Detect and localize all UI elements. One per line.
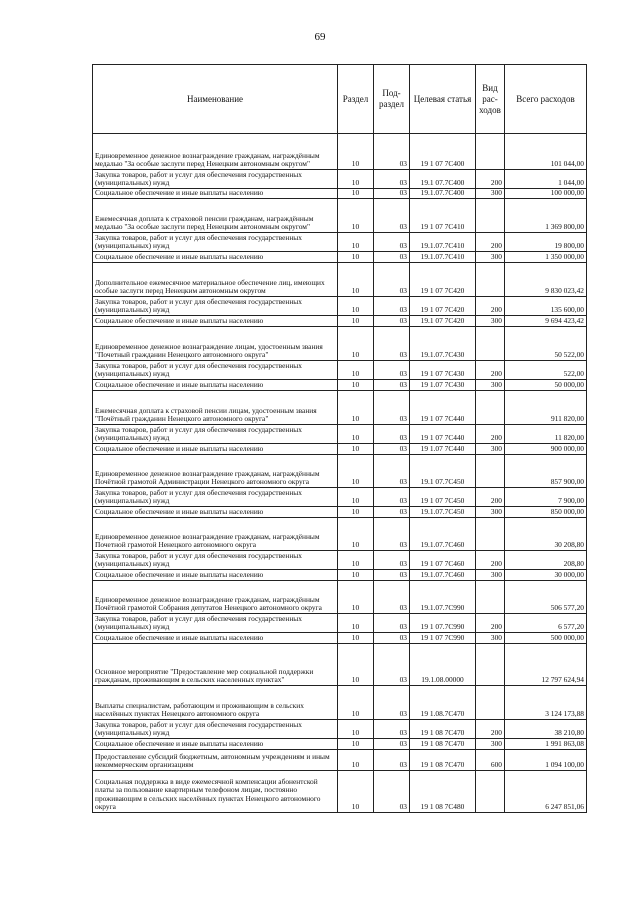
cell-amount: 50 000,00 <box>505 380 587 391</box>
cell-expense-type <box>476 518 505 551</box>
table-row <box>93 570 587 581</box>
cell-section: 10 <box>338 720 374 739</box>
cell-expense-type <box>476 327 505 361</box>
cell-section: 10 <box>338 551 374 570</box>
cell-name: Дополнительное ежемесячное материальное обеспечение лиц, имеющих особые заслуги перед Ненецким автономным округом <box>93 263 338 297</box>
cell-section: 10 <box>338 361 374 380</box>
cell-target: 19.1.08.00000 <box>410 644 476 686</box>
cell-target: 19 1 08 7С470 <box>410 750 476 771</box>
cell-amount: 101 044,00 <box>505 134 587 170</box>
cell-target: 19 1 07 7С450 <box>410 488 476 507</box>
cell-name: Социальное обеспечение и иные выплаты населению <box>93 739 338 750</box>
cell-section: 10 <box>338 134 374 170</box>
cell-expense-type: 200 <box>476 614 505 633</box>
cell-name: Ежемесячная доплата к страховой пенсии лицам, удостоенным звания "Почётный гражданин Ненецкого автономного округа" <box>93 391 338 425</box>
cell-subsection: 03 <box>374 739 410 750</box>
cell-section: 10 <box>338 518 374 551</box>
cell-expense-type <box>476 391 505 425</box>
cell-name: Социальное обеспечение и иные выплаты населению <box>93 380 338 391</box>
cell-target: 19 1 07 7С420 <box>410 263 476 297</box>
cell-amount: 1 044,00 <box>505 170 587 189</box>
cell-expense-type <box>476 581 505 614</box>
cell-section: 10 <box>338 380 374 391</box>
cell-subsection: 03 <box>374 252 410 263</box>
table-row <box>93 233 587 252</box>
cell-expense-type: 300 <box>476 570 505 581</box>
cell-target: 19 1 07 7С440 <box>410 391 476 425</box>
cell-expense-type: 200 <box>476 297 505 316</box>
cell-amount: 1 991 863,08 <box>505 739 587 750</box>
cell-name: Закупка товаров, работ и услуг для обеспечения государственных (муниципальных) нужд <box>93 720 338 739</box>
cell-amount: 6 247 851,06 <box>505 771 587 813</box>
cell-section: 10 <box>338 189 374 199</box>
cell-expense-type <box>476 199 505 233</box>
cell-subsection: 03 <box>374 551 410 570</box>
cell-subsection: 03 <box>374 134 410 170</box>
cell-subsection: 03 <box>374 189 410 199</box>
cell-section: 10 <box>338 170 374 189</box>
cell-subsection: 03 <box>374 507 410 518</box>
cell-target: 19 1 07 7С440 <box>410 425 476 444</box>
cell-name: Единовременное денежное вознаграждение гражданам, награждённым медалью "За особые заслуги перед Ненецким автономным округом" <box>93 134 338 170</box>
cell-target: 19.1.07.7С450 <box>410 507 476 518</box>
cell-expense-type <box>476 455 505 488</box>
header-name: Наименование <box>93 65 338 134</box>
cell-target: 19 1 07 7С430 <box>410 361 476 380</box>
cell-expense-type: 300 <box>476 633 505 644</box>
cell-subsection: 03 <box>374 391 410 425</box>
cell-amount: 30 000,00 <box>505 570 587 581</box>
cell-target: 19 1 07 7С400 <box>410 134 476 170</box>
header-section: Раздел <box>338 65 374 134</box>
cell-amount: 135 600,00 <box>505 297 587 316</box>
cell-subsection: 03 <box>374 581 410 614</box>
cell-section: 10 <box>338 488 374 507</box>
table-row <box>93 316 587 327</box>
cell-target: 19 1.07 7С440 <box>410 444 476 455</box>
cell-section: 10 <box>338 263 374 297</box>
cell-amount: 857 900,00 <box>505 455 587 488</box>
table-row <box>93 720 587 739</box>
cell-expense-type: 300 <box>476 444 505 455</box>
cell-amount: 850 000,00 <box>505 507 587 518</box>
table-row <box>93 644 587 686</box>
cell-amount: 1 350 000,00 <box>505 252 587 263</box>
cell-expense-type: 300 <box>476 380 505 391</box>
cell-section: 10 <box>338 425 374 444</box>
cell-name: Единовременное денежное вознаграждение гражданам, награждённым Почетной грамотой Ненецкого автономного округа <box>93 518 338 551</box>
cell-section: 10 <box>338 233 374 252</box>
table-row <box>93 750 587 771</box>
cell-target: 19 1.07 7С430 <box>410 380 476 391</box>
cell-target: 19.1.07.7С460 <box>410 518 476 551</box>
cell-subsection: 03 <box>374 570 410 581</box>
cell-target: 19.1.07.7С430 <box>410 327 476 361</box>
cell-target: 19 1 07.7С990 <box>410 614 476 633</box>
cell-expense-type: 200 <box>476 551 505 570</box>
cell-target: 19.1 07.7С450 <box>410 455 476 488</box>
cell-section: 10 <box>338 771 374 813</box>
cell-subsection: 03 <box>374 444 410 455</box>
cell-amount: 12 797 624,94 <box>505 644 587 686</box>
cell-section: 10 <box>338 581 374 614</box>
cell-target: 19 1 08 7С470 <box>410 739 476 750</box>
cell-subsection: 03 <box>374 488 410 507</box>
cell-name: Социальное обеспечение и иные выплаты населению <box>93 570 338 581</box>
cell-target: 19.1.07.7С410 <box>410 233 476 252</box>
cell-name: Закупка товаров, работ и услуг для обеспечения государственных (муниципальных) нужд <box>93 614 338 633</box>
cell-expense-type: 300 <box>476 507 505 518</box>
cell-section: 10 <box>338 316 374 327</box>
cell-target: 19 1 08 7С470 <box>410 720 476 739</box>
header-total: Всего расходов <box>505 65 587 134</box>
cell-amount: 506 577,20 <box>505 581 587 614</box>
cell-amount: 900 000,00 <box>505 444 587 455</box>
cell-amount: 911 820,00 <box>505 391 587 425</box>
header-subsection: Под-раздел <box>374 65 410 134</box>
cell-amount: 1 094 100,00 <box>505 750 587 771</box>
cell-name: Социальное обеспечение и иные выплаты населению <box>93 252 338 263</box>
cell-name: Социальное обеспечение и иные выплаты населению <box>93 633 338 644</box>
cell-expense-type: 200 <box>476 488 505 507</box>
cell-name: Закупка товаров, работ и услуг для обеспечения государственных (муниципальных) нужд <box>93 233 338 252</box>
cell-section: 10 <box>338 391 374 425</box>
cell-subsection: 03 <box>374 316 410 327</box>
cell-name: Единовременное денежное вознаграждение гражданам, награждённым Почётной грамотой Собрания депутатов Ненецкого автономного округа <box>93 581 338 614</box>
cell-target: 19.1.07.7С460 <box>410 570 476 581</box>
cell-name: Социальное обеспечение и иные выплаты населению <box>93 189 338 199</box>
table-row <box>93 252 587 263</box>
cell-amount: 500 000,00 <box>505 633 587 644</box>
cell-amount: 100 000,00 <box>505 189 587 199</box>
cell-section: 10 <box>338 644 374 686</box>
cell-target: 19 1 07 7С460 <box>410 551 476 570</box>
cell-name: Закупка товаров, работ и услуг для обеспечения государственных (муниципальных) нужд <box>93 488 338 507</box>
cell-target: 19 1 07 7С420 <box>410 297 476 316</box>
cell-section: 10 <box>338 455 374 488</box>
cell-section: 10 <box>338 252 374 263</box>
header-expense-type: Вид рас-ходов <box>476 65 505 134</box>
cell-expense-type <box>476 686 505 720</box>
cell-expense-type: 300 <box>476 252 505 263</box>
cell-subsection: 03 <box>374 170 410 189</box>
table-row <box>93 327 587 361</box>
cell-section: 10 <box>338 199 374 233</box>
cell-name: Закупка товаров, работ и услуг для обеспечения государственных (муниципальных) нужд <box>93 425 338 444</box>
cell-expense-type <box>476 644 505 686</box>
cell-section: 10 <box>338 750 374 771</box>
table-row <box>93 518 587 551</box>
cell-subsection: 03 <box>374 233 410 252</box>
cell-amount: 9 694 423,42 <box>505 316 587 327</box>
cell-name: Единовременное денежное вознаграждение гражданам, награждённым Почётной грамотой Администрации Ненецкого автономного округа <box>93 455 338 488</box>
cell-expense-type <box>476 134 505 170</box>
cell-subsection: 03 <box>374 263 410 297</box>
cell-name: Закупка товаров, работ и услуг для обеспечения государственных (муниципальных) нужд <box>93 361 338 380</box>
cell-subsection: 03 <box>374 380 410 391</box>
cell-amount: 1 369 800,00 <box>505 199 587 233</box>
cell-expense-type <box>476 263 505 297</box>
cell-subsection: 03 <box>374 297 410 316</box>
table-row <box>93 455 587 488</box>
cell-subsection: 03 <box>374 644 410 686</box>
cell-subsection: 03 <box>374 720 410 739</box>
cell-amount: 6 577,20 <box>505 614 587 633</box>
table-row <box>93 263 587 297</box>
header-target: Целевая статья <box>410 65 476 134</box>
cell-target: 19 1 08 7С480 <box>410 771 476 813</box>
cell-subsection: 03 <box>374 361 410 380</box>
cell-subsection: 03 <box>374 614 410 633</box>
table-row <box>93 444 587 455</box>
cell-amount: 50 522,00 <box>505 327 587 361</box>
table-row <box>93 297 587 316</box>
cell-expense-type <box>476 771 505 813</box>
cell-target: 19.1.07.7С990 <box>410 581 476 614</box>
cell-amount: 30 208,80 <box>505 518 587 551</box>
cell-name: Выплаты специалистам, работающим и проживающим в сельских населённых пунктах Ненецкого автономного округа <box>93 686 338 720</box>
table-row <box>93 488 587 507</box>
cell-amount: 11 820,00 <box>505 425 587 444</box>
cell-expense-type: 300 <box>476 316 505 327</box>
cell-name: Закупка товаров, работ и услуг для обеспечения государственных (муниципальных) нужд <box>93 551 338 570</box>
table-row <box>93 686 587 720</box>
cell-section: 10 <box>338 507 374 518</box>
cell-target: 19 1 07 7С410 <box>410 199 476 233</box>
cell-expense-type: 200 <box>476 720 505 739</box>
table-row <box>93 551 587 570</box>
cell-section: 10 <box>338 739 374 750</box>
cell-section: 10 <box>338 633 374 644</box>
cell-expense-type: 300 <box>476 739 505 750</box>
table-row <box>93 614 587 633</box>
table-row <box>93 170 587 189</box>
table-row <box>93 391 587 425</box>
cell-name: Закупка товаров, работ и услуг для обеспечения государственных (муниципальных) нужд <box>93 297 338 316</box>
cell-section: 10 <box>338 686 374 720</box>
cell-subsection: 03 <box>374 455 410 488</box>
cell-target: 19.1.07.7С400 <box>410 189 476 199</box>
cell-expense-type: 200 <box>476 233 505 252</box>
cell-expense-type: 200 <box>476 425 505 444</box>
cell-subsection: 03 <box>374 633 410 644</box>
cell-subsection: 03 <box>374 686 410 720</box>
cell-section: 10 <box>338 297 374 316</box>
cell-target: 19 1.08.7С470 <box>410 686 476 720</box>
cell-name: Единовременное денежное вознаграждение лицам, удостоенным звания "Почетный гражданин Ненецкого автономного округа" <box>93 327 338 361</box>
table-row <box>93 199 587 233</box>
cell-name: Социальное обеспечение и иные выплаты населению <box>93 507 338 518</box>
cell-amount: 7 900,00 <box>505 488 587 507</box>
cell-name: Ежемесячная доплата к страховой пенсии гражданам, награждённым медалью "За особые заслуги перед Ненецким автономным округом" <box>93 199 338 233</box>
cell-name: Основное мероприятие "Предоставление мер социальной поддержки гражданам, проживающим в сельских населенных пунктах" <box>93 644 338 686</box>
table-row <box>93 361 587 380</box>
cell-expense-type: 300 <box>476 189 505 199</box>
cell-section: 10 <box>338 570 374 581</box>
cell-section: 10 <box>338 327 374 361</box>
cell-name: Социальное обеспечение и иные выплаты населению <box>93 316 338 327</box>
budget-table <box>92 64 587 813</box>
cell-expense-type: 200 <box>476 170 505 189</box>
table-row <box>93 633 587 644</box>
cell-target: 19.1 07.7С400 <box>410 170 476 189</box>
table-row <box>93 581 587 614</box>
cell-target: 19 1 07 7С990 <box>410 633 476 644</box>
cell-amount: 522,00 <box>505 361 587 380</box>
cell-name: Социальное обеспечение и иные выплаты населению <box>93 444 338 455</box>
table-header-row <box>93 65 587 134</box>
cell-section: 10 <box>338 444 374 455</box>
cell-subsection: 03 <box>374 199 410 233</box>
cell-amount: 208,80 <box>505 551 587 570</box>
table-row <box>93 134 587 170</box>
cell-name: Социальная поддержка в виде ежемесячной компенсации абонентской платы за пользование квартирным телефоном лицам, постоянно проживающим в сельских населённых пунктах Ненецкого автономного округа <box>93 771 338 813</box>
cell-section: 10 <box>338 614 374 633</box>
table-row <box>93 771 587 813</box>
cell-name: Закупка товаров, работ и услуг для обеспечения государственных (муниципальных) нужд <box>93 170 338 189</box>
cell-target: 19.1.07.7С410 <box>410 252 476 263</box>
cell-subsection: 03 <box>374 425 410 444</box>
table-row <box>93 507 587 518</box>
cell-name: Предоставление субсидий бюджетным, автономным учреждениям и иным некоммерческим организациям <box>93 750 338 771</box>
cell-subsection: 03 <box>374 327 410 361</box>
cell-subsection: 03 <box>374 518 410 551</box>
cell-amount: 3 124 173,88 <box>505 686 587 720</box>
table-row <box>93 380 587 391</box>
cell-subsection: 03 <box>374 750 410 771</box>
cell-expense-type: 600 <box>476 750 505 771</box>
table-row <box>93 425 587 444</box>
cell-target: 19.1 07 7С420 <box>410 316 476 327</box>
cell-expense-type: 200 <box>476 361 505 380</box>
cell-subsection: 03 <box>374 771 410 813</box>
page-number: 69 <box>314 31 326 43</box>
table-row <box>93 189 587 199</box>
cell-amount: 38 210,80 <box>505 720 587 739</box>
table-row <box>93 739 587 750</box>
cell-amount: 19 800,00 <box>505 233 587 252</box>
cell-amount: 9 830 023,42 <box>505 263 587 297</box>
